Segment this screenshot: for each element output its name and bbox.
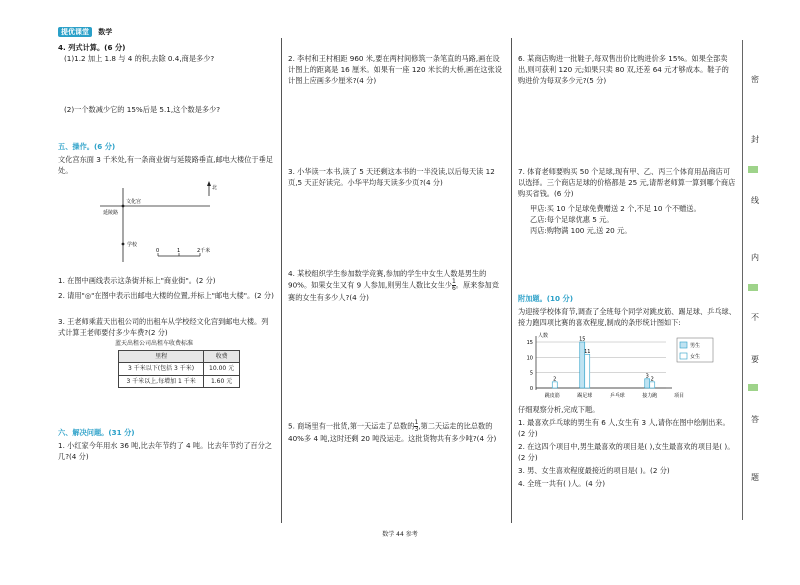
- sidebar-char: 要: [751, 355, 759, 364]
- data-label: 15: [579, 336, 586, 343]
- section-5-intro: 文化宫东面 3 千米处,有一条商业街与延陵路垂直,邮电大楼位于垂足处。: [58, 155, 273, 176]
- operation-2: 2. 请用"◎"在图中表示出邮电大楼的位置,并标上"邮电大楼"。(2 分): [58, 291, 274, 300]
- x-tick-label: 跳皮筋: [544, 393, 560, 399]
- data-label: 3: [645, 373, 649, 380]
- wenhuagong-point: [122, 205, 125, 208]
- sidebar-char: 密: [751, 75, 759, 84]
- problem-3: 3. 小华读一本书,读了 5 天还剩这本书的一半没读,以后每天读 12 页,5 天正好读完。小华平均每天读多少页?(4 分): [288, 167, 495, 188]
- y-axis-label: 人数: [538, 333, 549, 339]
- fare-header-fee: 收费: [204, 351, 240, 363]
- legend-label: 女生: [690, 354, 701, 360]
- seal-line-sidebar: [742, 40, 769, 520]
- question-4-1: (1)1.2 加上 1.8 与 4 的积,去除 0.4,商是多少?: [64, 54, 215, 64]
- table-row: 3 千米以上,每增加 1 千米 1.60 元: [119, 375, 240, 387]
- scale-label-2: 2千米: [197, 248, 211, 254]
- wenhuagong-label: 文化宫: [126, 199, 142, 205]
- problem-5: 5. 商场里有一批货,第一天运走了总数的 $\frac{1}{3}$ ,第二天运走的比总数的 40%多 4 吨,这时还剩 20 吨没运走。这批货物共有多少吨?(4 分): [288, 419, 497, 443]
- after-chart: 仔细观察分析,完成下题。: [518, 405, 600, 414]
- x-axis-label: 项目: [674, 393, 685, 399]
- bar-chart[interactable]: [522, 332, 736, 402]
- fraction-one-sixth: $\frac{1}{6}$: [451, 278, 456, 293]
- sidebar-char: 不: [751, 313, 759, 322]
- legend-label: 男生: [690, 343, 701, 349]
- x-tick-label: 接力跑: [642, 393, 658, 399]
- table-row: 3 千米以下(包括 3 千米) 10.00 元: [119, 363, 240, 375]
- column-divider-2: [511, 38, 512, 523]
- list-item: 丙店:购物满 100 元,送 20 元。: [530, 226, 632, 236]
- y-tick-label: 0: [529, 386, 533, 392]
- fare-header-distance: 里程: [119, 351, 204, 363]
- data-label: 2: [553, 376, 557, 383]
- bar-女生: [552, 382, 557, 388]
- sidebar-char: 内: [751, 253, 759, 262]
- extra-q1: 1. 最喜欢乒乓球的男生有 6 人,女生有 3 人,请你在图中绘制出来。(2 分): [518, 418, 730, 439]
- fare-table-title: 蓝天出租公司出租车收费标准: [115, 340, 194, 347]
- extra-title: 附加题。(10 分): [518, 294, 574, 303]
- legend-swatch: [680, 342, 687, 348]
- sidebar-char: 题: [751, 473, 759, 482]
- data-label: 11: [584, 348, 591, 355]
- section-6-title: 六、解决问题。(31 分): [58, 428, 135, 437]
- subject-label: 数学: [98, 28, 113, 36]
- column-divider-1: [281, 38, 282, 523]
- bar-男生: [645, 379, 650, 388]
- extra-q4: 4. 全班一共有( )人。(4 分): [518, 479, 606, 488]
- legend-swatch: [680, 353, 687, 359]
- shop-list: [530, 203, 736, 236]
- map-diagram[interactable]: [60, 180, 275, 272]
- sidebar-char: 答: [751, 415, 759, 424]
- fraction-one-third: $\frac{1}{3}$: [414, 419, 419, 433]
- scale-label-1: 1: [177, 248, 181, 254]
- sidebar-marker: [748, 284, 758, 291]
- page-footer: 数学 44 参考: [382, 531, 418, 538]
- x-tick-label: 踢足球: [577, 393, 593, 399]
- bar-女生: [585, 354, 590, 388]
- list-item: 甲店:买 10 个足球免费赠送 2 个,不足 10 个不赠送。: [530, 204, 701, 213]
- sidebar-char: 线: [751, 196, 759, 205]
- operation-3: 3. 王老师乘蓝天出租公司的出租车从学校经文化宫到邮电大楼。列式计算王老师要付多少车费?(2 分): [58, 317, 269, 338]
- problem-2: 2. 李村和王村相距 960 米,要在两村间修筑一条笔直的马路,画在设计图上的距离是 16 厘米。如果有一座 120 米长的大桥,画在这张设计图上应画多少厘米?(4 分): [288, 54, 502, 86]
- fare-table: [118, 350, 240, 388]
- x-tick-label: 乒乓球: [609, 393, 625, 399]
- list-item: 乙店:每个足球优惠 5 元。: [530, 215, 614, 225]
- series-badge: 提优课堂: [58, 27, 92, 37]
- north-arrowhead-icon: [207, 181, 211, 186]
- problem-7: 7. 体育老师要购买 50 个足球,现有甲、乙、丙三个体育用品商店可以选择。三个商店足球的价格都是 25 元,请帮老师算一算到哪个商店购买省钱。(6 分): [518, 167, 736, 199]
- y-tick-label: 10: [526, 355, 533, 362]
- section-5-title: 五、操作。(6 分): [58, 142, 116, 151]
- north-label: 北: [212, 185, 218, 191]
- y-tick-label: 15: [526, 340, 533, 346]
- problem-1: 1. 小红家今年用水 36 吨,比去年节约了 4 吨。比去年节约了百分之几?(4 分): [58, 441, 272, 462]
- school-label: 学校: [127, 242, 138, 248]
- scale-label-0: 0: [156, 248, 160, 254]
- yanling-label: 延陵路: [103, 210, 119, 216]
- sidebar-char: 封: [751, 135, 759, 144]
- sidebar-marker: [748, 166, 758, 173]
- problem-6: 6. 某商店购进一批鞋子,每双售出价比购进价多 15%。如果全部卖出,则可获利 120 元;如果只卖 80 双,还差 64 元才够成本。鞋子的购进价为每双多少元?(5 分): [518, 54, 729, 86]
- school-point: [122, 243, 125, 246]
- y-tick-label: 5: [529, 370, 533, 377]
- bar-女生: [650, 382, 655, 388]
- page-header: [58, 26, 112, 38]
- extra-q2: 2. 在这四个项目中,男生最喜欢的项目是( ),女生最喜欢的项目是( )。(2 分): [518, 442, 735, 463]
- operation-1: 1. 在图中画线表示这条街并标上"商业街"。(2 分): [58, 276, 216, 285]
- question-4: 4. 列式计算。(6 分) (1)1.2 加上 1.8 与 4 的积,去除 0.4,商是多少?: [58, 42, 273, 64]
- problem-4: 4. 某校组织学生参加数学竞赛,参加的学生中女生人数是男生的 90%。如果女生又有 9 人参加,则男生人数比女生少 $\frac{1}{6}$ 。原来参加竞赛的女生有多少人?(4 分): [288, 269, 499, 303]
- extra-q3: 3. 男、女生喜欢程度最接近的项目是( )。(2 分): [518, 466, 670, 475]
- extra-intro: 为迎接学校体育节,调查了全班每个同学对跳皮筋、踢足球、乒乓球、接力跑四项比赛的喜欢程度,制成的条形统计图如下:: [518, 307, 736, 328]
- data-label: 2: [650, 376, 654, 383]
- sidebar-marker: [748, 384, 758, 391]
- question-4-2: (2)一个数减少它的 15%后是 5.1,这个数是多少?: [64, 105, 221, 114]
